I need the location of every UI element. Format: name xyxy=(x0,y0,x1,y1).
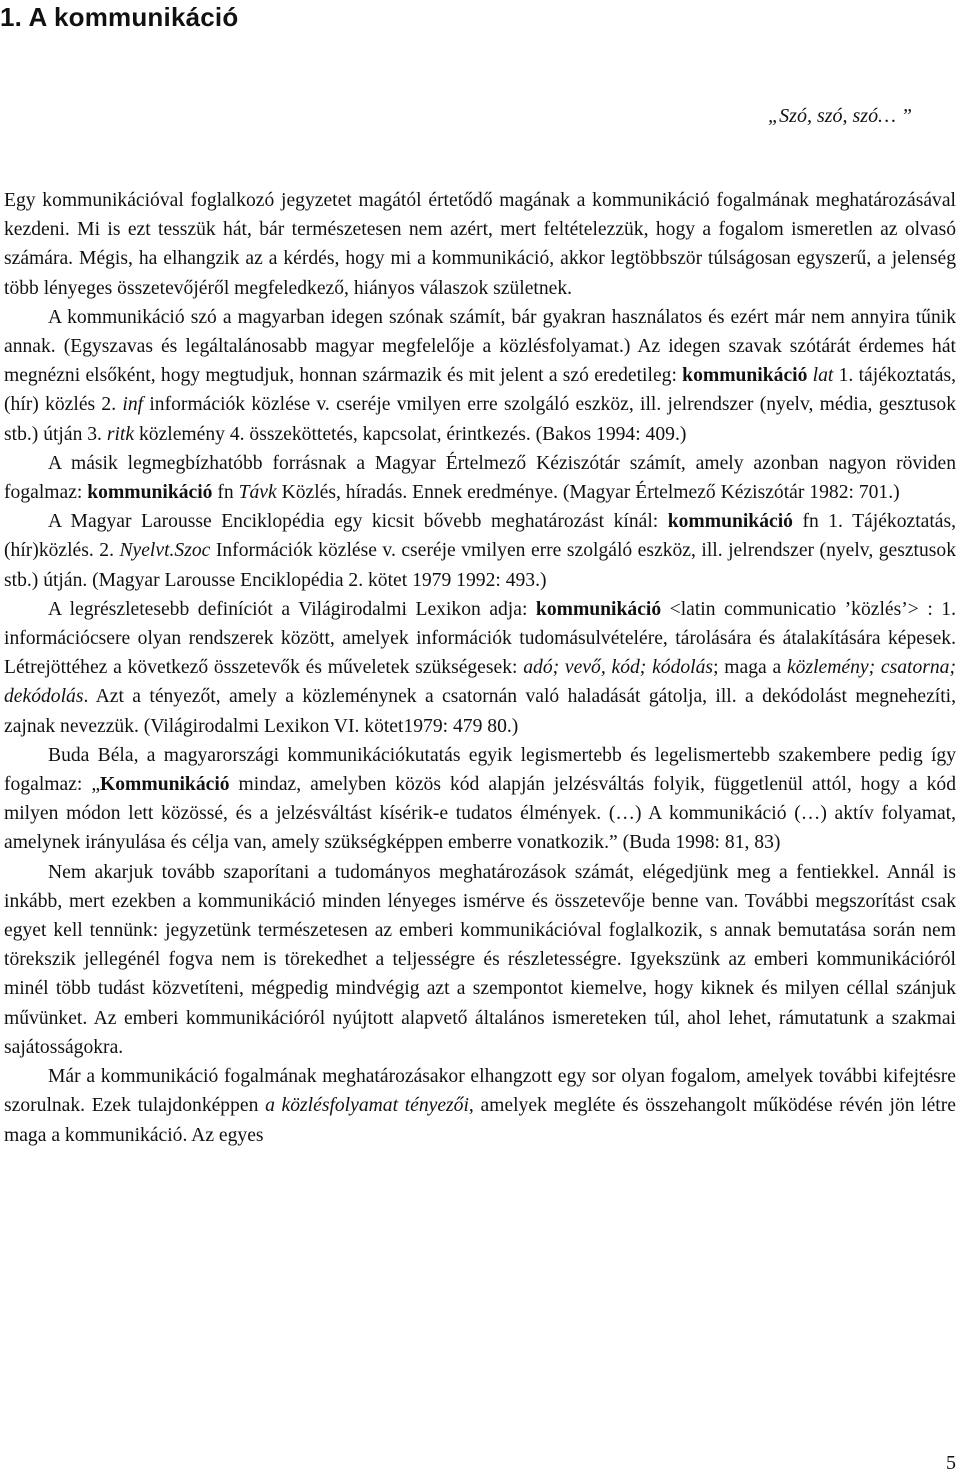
paragraph-text: fn xyxy=(212,482,239,504)
paragraph-text: mindaz, amelyben közös kód alapján jelzésváltás folyik, függetlenül attól, hogy a kód milyen módon lett közössé, és a jelzésváltást kísérik-e tudatos élmények. (…) A kommunikáció (…) aktív folyamat, amelynek irányulása és célja van, amely szükségképpen emberre vonatkozik.” (Buda 1998: 81, 83) xyxy=(4,774,956,854)
paragraph-text: Buda Béla, a magyarországi kommunikációkutatás egyik legismertebb és legelismertebb szakembere pedig így fogalmaz: „ xyxy=(4,744,956,796)
paragraph-text: Már a kommunikáció fogalmának meghatározásakor elhangzott egy sor olyan fogalom, amelyek további kifejtésre szorulnak. Ezek tulajdonképpen xyxy=(4,1066,956,1117)
headword-bold: kommunikáció xyxy=(667,511,793,533)
body-text xyxy=(4,186,956,1150)
paragraph-text: közlemény 4. összeköttetés, kapcsolat, érintkezés. (Bakos 1994: 409.) xyxy=(134,423,687,445)
paragraph-6 xyxy=(4,741,956,858)
motto: „Szó, szó, szó… ” xyxy=(768,105,912,127)
paragraph-5 xyxy=(4,595,956,741)
paragraph-text: <latin communicatio ’közlés’> : 1. információcsere olyan rendszerek között, amelyek információk tudomásulvételére, tárolására és átalakítására képesek. Létrejöttéhez a következő összetevők és műveletek szükségesek: xyxy=(4,598,956,679)
paragraph-text: Nem akarjuk tovább szaporítani a tudományos meghatározások számát, elégedjünk meg a fentiekkel. Annál is inkább, mert ezekben a kommunikáció minden lényeges ismérve és összetevője benne van. További megszorítást csak egyet kell tennünk: jegyzetünk természetesen az emberi kommunikációval foglalkozik, s annak bemutatása során nem törekszik jellegénél fogva nem is törekedhet a teljességre és részletességre. Igyekszünk az emberi kommunikációról minél több tudást közvetíteni, mégpedig mindvégig azt a szempontot kiemelve, hogy kiknek és milyen céllal szánjuk művünket. Az emberi kommunikációról nyújtott alapvető általános ismereteken túl, ahol lehet, rámutatunk a szakmai sajátosságokra. xyxy=(4,861,956,1058)
headword-bold: kommunikáció xyxy=(682,365,808,387)
paragraph-text: A Magyar Larousse Enciklopédia egy kicsit bővebb meghatározást kínál: xyxy=(48,511,668,533)
paragraph-text: A legrészletesebb definíciót a Világirodalmi Lexikon adja: xyxy=(48,598,536,620)
term-italic: adó; vevő, kód; kódolás xyxy=(523,657,714,679)
headword-bold: kommunikáció xyxy=(87,482,213,504)
term-italic: a közlésfolyamat tényezői xyxy=(265,1095,469,1117)
paragraph-text: Információk közlése v. cseréje vmilyen erre szolgáló eszköz, ill. jelrendszer (nyelv, gesztusok stb.) útján. (Magyar Larousse Enciklopédia 2. kötet 1979 1992: 493.) xyxy=(4,540,957,591)
term-italic: közlemény; csatorna; dekódolás xyxy=(4,657,956,708)
headword-bold: Kommunikáció xyxy=(100,774,230,796)
paragraph-text: . Azt a tényezőt, amely a közleménynek a csatornán való haladását gátolja, ill. a dekódolást megnehezíti, zajnak nevezzük. (Világirodalmi Lexikon VI. kötet1979: 479 80.) xyxy=(4,686,956,737)
label-italic: Nyelvt.Szoc xyxy=(119,540,211,562)
label-italic: ritk xyxy=(106,423,135,445)
paragraph-text: információk közlése v. cseréje vmilyen erre szolgáló eszköz, ill. jelrendszer (nyelv, média, gesztusok stb.) útján 3. xyxy=(4,394,956,445)
paragraph-7 xyxy=(4,858,956,1062)
paragraph-3 xyxy=(4,449,956,507)
paragraph-2 xyxy=(4,303,956,449)
paragraph-4 xyxy=(4,507,956,595)
headword-bold: kommunikáció xyxy=(535,598,662,620)
paragraph-text: ; maga a xyxy=(713,657,787,679)
paragraph-text: A másik legmegbízhatóbb forrásnak a Magyar Értelmező Kéziszótár számít, amely azonban nagyon röviden fogalmaz: xyxy=(4,452,956,504)
paragraph-1 xyxy=(4,186,956,303)
paragraph-text: , amelyek megléte és összehangolt működése révén jön létre maga a kommunikáció. Az egyes xyxy=(4,1095,956,1146)
paragraph-text: fn 1. Tájékoztatás, (hír)közlés. 2. xyxy=(4,511,956,562)
paragraph-text: 1. tájékoztatás, (hír) közlés 2. xyxy=(4,365,956,416)
label-italic: lat xyxy=(812,365,834,387)
paragraph-text: A kommunikáció szó a magyarban idegen szónak számít, bár gyakran használatos és ezért már nem annyira tűnik annak. (Egyszavas és legáltalánosabb magyar megfelelője a közlésfolyamat.) Az idegen szavak szótárát érdemes hát megnézni elsőként, hogy megtudjuk, honnan származik és mit jelent a szó eredetileg: xyxy=(4,306,956,387)
paragraph-8 xyxy=(4,1062,956,1150)
page-number: 5 xyxy=(946,1452,956,1474)
chapter-heading: 1. A kommunikáció xyxy=(0,2,239,32)
label-italic: inf xyxy=(122,394,144,416)
paragraph-text: Egy kommunikációval foglalkozó jegyzetet magától értetődő magának a kommunikáció fogalmának meghatározásával kezdeni. Mi is ezt tesszük hát, bár természetesen nem azért, mert feltételezzük, hogy a fogalom ismeretlen az olvasó számára. Mégis, ha elhangzik az a kérdés, hogy mi a kommunikáció, akkor legtöbbször túlságosan egyszerű, a jelenség több lényeges összetevőjéről megfeledkező, hiányos válaszok születnek. xyxy=(4,190,956,299)
label-italic: Távk xyxy=(238,482,277,504)
paragraph-text: Közlés, híradás. Ennek eredménye. (Magyar Értelmező Kéziszótár 1982: 701.) xyxy=(276,482,900,504)
